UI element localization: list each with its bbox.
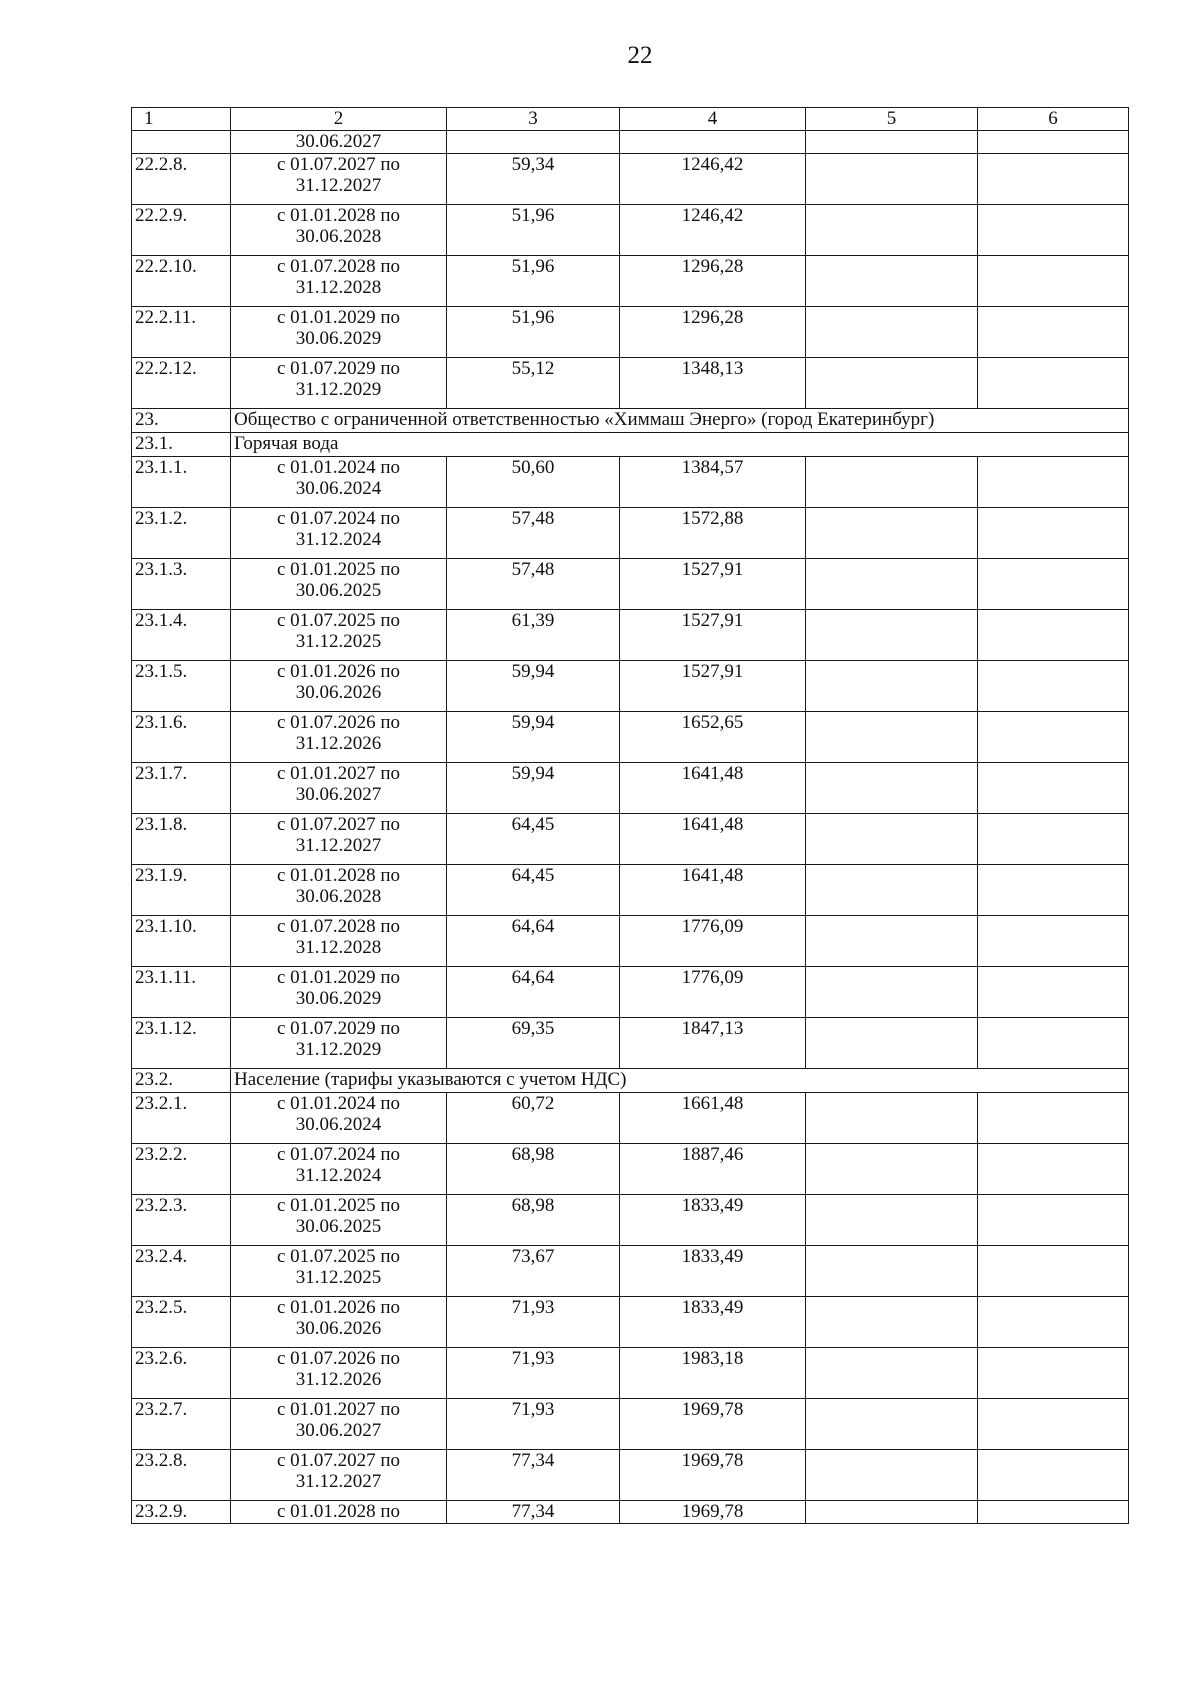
cell-col3: 73,67 [447, 1246, 620, 1297]
cell-period [231, 1093, 447, 1144]
continuation-row [132, 131, 1129, 154]
period-from: с 01.07.2025 по [276, 1246, 401, 1267]
period-to: 30.06.2029 [295, 328, 382, 349]
cell-col5 [806, 1246, 978, 1297]
table-row [132, 1093, 1129, 1144]
section-title: Население (тарифы указываются с учетом НДС) [231, 1069, 1129, 1093]
section-row-23-1 [132, 433, 1129, 457]
cell-col5 [806, 508, 978, 559]
cell-col3: 51,96 [447, 307, 620, 358]
cell-col5 [806, 457, 978, 508]
period-from: с 01.01.2025 по [276, 1195, 401, 1216]
section-code: 23.1. [132, 433, 231, 457]
cell-col5 [806, 1348, 978, 1399]
cell-col5 [806, 131, 978, 154]
page-number: 22 [627, 42, 653, 69]
table-row [132, 508, 1129, 559]
cell-period [231, 307, 447, 358]
cell-code: 23.1.10. [132, 916, 231, 967]
cell-col4: 1641,48 [620, 814, 806, 865]
period-to: 31.12.2027 [295, 835, 382, 856]
cell-code: 23.2.2. [132, 1144, 231, 1195]
cell-col6 [978, 457, 1129, 508]
cell-col5 [806, 559, 978, 610]
cell-period: с 01.01.2028 по [231, 1501, 447, 1524]
cell-period [231, 916, 447, 967]
cell-period [231, 610, 447, 661]
cell-period [231, 559, 447, 610]
table-row [132, 1195, 1129, 1246]
cell-code: 23.1.6. [132, 712, 231, 763]
cell-col6 [978, 661, 1129, 712]
cell-code: 23.2.9. [132, 1501, 231, 1524]
cell-col5 [806, 1450, 978, 1501]
cell-col4: 1527,91 [620, 610, 806, 661]
cell-code: 23.1.12. [132, 1018, 231, 1069]
cell-period [231, 358, 447, 409]
cell-col3: 61,39 [447, 610, 620, 661]
table-row [132, 1450, 1129, 1501]
period-from: с 01.01.2026 по [276, 661, 401, 682]
period-from: с 01.07.2024 по [276, 1144, 401, 1165]
cell-col4: 1983,18 [620, 1348, 806, 1399]
cell-col6 [978, 610, 1129, 661]
cell-col4: 1246,42 [620, 205, 806, 256]
cell-code: 22.2.10. [132, 256, 231, 307]
table-row [132, 814, 1129, 865]
cell-col6 [978, 358, 1129, 409]
cell-code: 23.1.1. [132, 457, 231, 508]
cell-period [231, 967, 447, 1018]
rows-group-23-1 [132, 457, 1129, 1069]
cell-col4: 1527,91 [620, 661, 806, 712]
cell-code: 23.2.5. [132, 1297, 231, 1348]
cell-col3: 71,93 [447, 1399, 620, 1450]
cell-col5 [806, 865, 978, 916]
cell-code: 23.2.1. [132, 1093, 231, 1144]
table-row [132, 916, 1129, 967]
cell-col5 [806, 358, 978, 409]
period-to: 31.12.2029 [295, 1039, 382, 1060]
period-to: 31.12.2025 [295, 1267, 382, 1288]
period-to: 31.12.2025 [295, 631, 382, 652]
cell-col5 [806, 814, 978, 865]
cell-col6 [978, 1195, 1129, 1246]
cell-code: 23.1.7. [132, 763, 231, 814]
cell-code: 22.2.12. [132, 358, 231, 409]
column-header-1: 1 [132, 108, 231, 131]
cell-col5 [806, 1501, 978, 1524]
table-row [132, 967, 1129, 1018]
cell-col3: 57,48 [447, 559, 620, 610]
cell-col4: 1348,13 [620, 358, 806, 409]
period-from: с 01.01.2028 по [276, 865, 401, 886]
period-to: 31.12.2027 [295, 1471, 382, 1492]
cell-code: 23.1.4. [132, 610, 231, 661]
period-from: с 01.07.2029 по [276, 358, 401, 379]
table-row [132, 1348, 1129, 1399]
table-row [132, 205, 1129, 256]
cell-period [231, 205, 447, 256]
cell-col6 [978, 1246, 1129, 1297]
period-to: 31.12.2029 [295, 379, 382, 400]
column-header-4: 4 [620, 108, 806, 131]
cell-col6 [978, 1399, 1129, 1450]
cell-col3: 59,34 [447, 154, 620, 205]
cell-col3: 64,64 [447, 916, 620, 967]
cell-code: 22.2.8. [132, 154, 231, 205]
cell-col4: 1847,13 [620, 1018, 806, 1069]
period-from: с 01.07.2026 по [276, 1348, 401, 1369]
cell-col3: 59,94 [447, 661, 620, 712]
cell-col6 [978, 1348, 1129, 1399]
cell-col3: 51,96 [447, 256, 620, 307]
cell-col3: 59,94 [447, 763, 620, 814]
period-from: с 01.07.2025 по [276, 610, 401, 631]
cell-code: 22.2.9. [132, 205, 231, 256]
period-from: с 01.01.2024 по [276, 457, 401, 478]
cell-col4: 1969,78 [620, 1399, 806, 1450]
cell-col4: 1833,49 [620, 1297, 806, 1348]
cell-code: 23.2.8. [132, 1450, 231, 1501]
period-from: с 01.07.2028 по [276, 916, 401, 937]
period-from: с 01.07.2024 по [276, 508, 401, 529]
table-row [132, 1399, 1129, 1450]
cell-col4: 1296,28 [620, 256, 806, 307]
cell-col6 [978, 205, 1129, 256]
cell-col3: 71,93 [447, 1297, 620, 1348]
table-row [132, 1501, 1129, 1524]
cell-col3: 77,34 [447, 1501, 620, 1524]
cell-period [231, 508, 447, 559]
cell-col3: 60,72 [447, 1093, 620, 1144]
cell-col5 [806, 661, 978, 712]
period-from: с 01.07.2027 по [276, 814, 401, 835]
cell-col4: 1384,57 [620, 457, 806, 508]
cell-period [231, 814, 447, 865]
period-from: с 01.07.2029 по [276, 1018, 401, 1039]
period-to: 30.06.2025 [295, 1216, 382, 1237]
cell-col5 [806, 256, 978, 307]
cell-col4: 1776,09 [620, 916, 806, 967]
cell-period [231, 1399, 447, 1450]
cell-col6 [978, 508, 1129, 559]
cell-period [231, 661, 447, 712]
period-to: 30.06.2024 [295, 1114, 382, 1135]
table-row [132, 358, 1129, 409]
column-header-2: 2 [231, 108, 447, 131]
cell-code: 23.1.5. [132, 661, 231, 712]
cell-period [231, 1018, 447, 1069]
period-to: 30.06.2026 [295, 682, 382, 703]
period-to: 30.06.2027 [295, 784, 382, 805]
cell-col4: 1969,78 [620, 1450, 806, 1501]
cell-col6 [978, 1297, 1129, 1348]
cell-col5 [806, 154, 978, 205]
section-title: Общество с ограниченной ответственностью «Химмаш Энерго» (город Екатеринбург) [231, 409, 1129, 433]
cell-col5 [806, 1144, 978, 1195]
cell-code: 23.2.7. [132, 1399, 231, 1450]
cell-code: 23.1.11. [132, 967, 231, 1018]
period-to: 31.12.2024 [295, 529, 382, 550]
cell-period [231, 1195, 447, 1246]
table-row [132, 865, 1129, 916]
period-from: с 01.01.2029 по [276, 967, 401, 988]
cell-col3: 77,34 [447, 1450, 620, 1501]
cell-col6 [978, 256, 1129, 307]
table-row [132, 559, 1129, 610]
table-row [132, 154, 1129, 205]
cell-col3: 57,48 [447, 508, 620, 559]
header-row [132, 108, 1129, 131]
period-from: с 01.01.2024 по [276, 1093, 401, 1114]
cell-period [231, 1450, 447, 1501]
table-row [132, 1246, 1129, 1297]
column-header-6: 6 [978, 108, 1129, 131]
cell-col4: 1246,42 [620, 154, 806, 205]
cell-col5 [806, 307, 978, 358]
cell-col6 [978, 559, 1129, 610]
section-title: Горячая вода [231, 433, 1129, 457]
period-from: с 01.01.2027 по [276, 763, 401, 784]
cell-col6 [978, 1018, 1129, 1069]
cell-code: 23.1.3. [132, 559, 231, 610]
cell-col4: 1887,46 [620, 1144, 806, 1195]
cell-col5 [806, 967, 978, 1018]
rows-group-23-2 [132, 1093, 1129, 1501]
tariff-table [131, 107, 1129, 1524]
cell-code: 23.1.8. [132, 814, 231, 865]
cell-col6 [978, 131, 1129, 154]
cell-col6 [978, 1144, 1129, 1195]
cell-code [132, 131, 231, 154]
table-row [132, 610, 1129, 661]
table-row [132, 1297, 1129, 1348]
cell-period [231, 1348, 447, 1399]
period-from: с 01.01.2025 по [276, 559, 401, 580]
table-row [132, 457, 1129, 508]
section-row-23 [132, 409, 1129, 433]
table-row [132, 307, 1129, 358]
cell-col4: 1641,48 [620, 763, 806, 814]
column-header-5: 5 [806, 108, 978, 131]
table-row [132, 1018, 1129, 1069]
cell-col3 [447, 131, 620, 154]
table-row [132, 712, 1129, 763]
cell-col3: 50,60 [447, 457, 620, 508]
cell-col5 [806, 1195, 978, 1246]
cell-period [231, 1246, 447, 1297]
cell-col4: 1572,88 [620, 508, 806, 559]
cell-col4: 1833,49 [620, 1246, 806, 1297]
cell-col4: 1776,09 [620, 967, 806, 1018]
cell-code: 22.2.11. [132, 307, 231, 358]
period-to: 30.06.2025 [295, 580, 382, 601]
period-to: 31.12.2024 [295, 1165, 382, 1186]
cell-col3: 68,98 [447, 1195, 620, 1246]
period-from: с 01.07.2027 по [276, 1450, 401, 1471]
cell-col3: 64,45 [447, 814, 620, 865]
cell-col6 [978, 307, 1129, 358]
cell-col6 [978, 1450, 1129, 1501]
rows-group-22-2 [132, 154, 1129, 409]
column-header-3: 3 [447, 108, 620, 131]
cell-col5 [806, 916, 978, 967]
period-from: с 01.07.2027 по [276, 154, 401, 175]
cell-code: 23.2.6. [132, 1348, 231, 1399]
section-code: 23. [132, 409, 231, 433]
cell-col5 [806, 712, 978, 763]
cell-col4: 1661,48 [620, 1093, 806, 1144]
cell-col5 [806, 763, 978, 814]
period-to: 31.12.2028 [295, 937, 382, 958]
cell-period [231, 712, 447, 763]
cell-col3: 69,35 [447, 1018, 620, 1069]
cell-col3: 68,98 [447, 1144, 620, 1195]
cell-col4: 1652,65 [620, 712, 806, 763]
period-from: с 01.01.2028 по [276, 205, 401, 226]
cell-col6 [978, 712, 1129, 763]
period-from: с 01.01.2027 по [276, 1399, 401, 1420]
cell-period [231, 1297, 447, 1348]
cell-col6 [978, 967, 1129, 1018]
table-row [132, 256, 1129, 307]
cell-col5 [806, 1018, 978, 1069]
cell-period [231, 865, 447, 916]
cell-col6 [978, 154, 1129, 205]
cell-col3: 55,12 [447, 358, 620, 409]
cell-col3: 59,94 [447, 712, 620, 763]
cell-col3: 51,96 [447, 205, 620, 256]
cell-code: 23.2.4. [132, 1246, 231, 1297]
period-from: с 01.07.2028 по [276, 256, 401, 277]
period-to: 31.12.2027 [295, 175, 382, 196]
cell-col6 [978, 763, 1129, 814]
period-to: 30.06.2026 [295, 1318, 382, 1339]
cell-col6 [978, 814, 1129, 865]
table-row [132, 763, 1129, 814]
cell-col3: 71,93 [447, 1348, 620, 1399]
cell-period [231, 154, 447, 205]
cell-col5 [806, 610, 978, 661]
period-to: 30.06.2028 [295, 886, 382, 907]
cell-col4: 1296,28 [620, 307, 806, 358]
cell-col5 [806, 1093, 978, 1144]
period-from: с 01.01.2029 по [276, 307, 401, 328]
cell-code: 23.1.2. [132, 508, 231, 559]
section-code: 23.2. [132, 1069, 231, 1093]
cell-period [231, 1144, 447, 1195]
cell-col4: 1527,91 [620, 559, 806, 610]
cell-col5 [806, 1399, 978, 1450]
cell-code: 23.2.3. [132, 1195, 231, 1246]
period-to: 30.06.2024 [295, 478, 382, 499]
cell-col6 [978, 916, 1129, 967]
cell-col4 [620, 131, 806, 154]
cell-col5 [806, 205, 978, 256]
section-row-23-2 [132, 1069, 1129, 1093]
period-to: 30.06.2027 [295, 1420, 382, 1441]
table-row [132, 1144, 1129, 1195]
cell-period: 30.06.2027 [231, 131, 447, 154]
cell-col6 [978, 1093, 1129, 1144]
period-to: 31.12.2026 [295, 1369, 382, 1390]
cell-col4: 1833,49 [620, 1195, 806, 1246]
cell-code: 23.1.9. [132, 865, 231, 916]
period-from: с 01.01.2026 по [276, 1297, 401, 1318]
cell-col4: 1969,78 [620, 1501, 806, 1524]
period-from: с 01.07.2026 по [276, 712, 401, 733]
cell-col6 [978, 1501, 1129, 1524]
period-to: 30.06.2029 [295, 988, 382, 1009]
table-row [132, 661, 1129, 712]
cell-period [231, 457, 447, 508]
cell-period [231, 256, 447, 307]
cell-col6 [978, 865, 1129, 916]
cell-col5 [806, 1297, 978, 1348]
period-to: 31.12.2028 [295, 277, 382, 298]
cell-col4: 1641,48 [620, 865, 806, 916]
cell-period [231, 763, 447, 814]
cell-col3: 64,45 [447, 865, 620, 916]
period-to: 31.12.2026 [295, 733, 382, 754]
period-to: 30.06.2028 [295, 226, 382, 247]
cell-col3: 64,64 [447, 967, 620, 1018]
